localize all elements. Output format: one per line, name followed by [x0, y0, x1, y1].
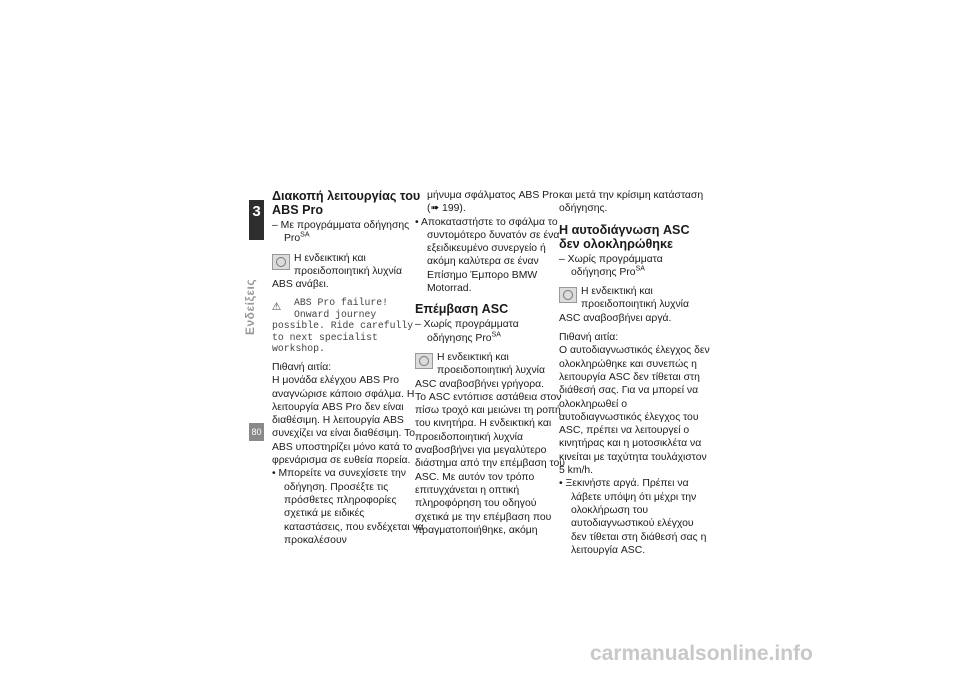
indicator-note	[415, 351, 567, 391]
indicator-text: Η ενδεικτική και προειδοποιητική λυχνία ABS ανάβει.	[272, 252, 402, 291]
column-2	[415, 189, 567, 537]
heading-abs-pro-failure: Διακοπή λειτουργίας του ABS Pro	[272, 189, 421, 217]
asc-warning-lamp-icon	[415, 353, 433, 369]
cause-text: Ο αυτοδιαγνωστικός έλεγχος δεν ολοκληρώθηκε και συνεπώς η λειτουργία ASC δεν τίθεται στη διάθεσή σας. Για να μπορεί να ολοκληρωθεί ο αυτοδιαγνωστικός έλεγχος του ASC, πρέπει να λειτουργεί ο κινητήρας και η μοτοσικλέτα να κινείται με ταχύτητα τουλάχιστον 5 km/h.	[559, 345, 710, 477]
asc-warning-lamp-icon	[559, 287, 577, 303]
continuation-text: μήνυμα σφάλματος ABS Pro (➠ 199).	[427, 190, 559, 215]
abs-warning-lamp-icon	[272, 254, 290, 270]
heading-asc-self-diagnosis: Η αυτοδιάγνωση ASC δεν ολοκληρώθηκε	[559, 222, 690, 251]
bullet-item: • Μπορείτε να συνεχίσετε την οδήγηση. Προσέξτε τις πρόσθετες πληροφορίες σχετικά με ειδικές καταστάσεις, που ενδέχεται να προκαλέσουν	[272, 468, 424, 546]
indicator-text: Η ενδεικτική και προειδοποιητική λυχνία ASC αναβοσβήνει αργά.	[559, 286, 689, 324]
indicator-text: Η ενδεικτική και προειδοποιητική λυχνία ASC αναβοσβήνει γρήγορα.	[415, 351, 545, 390]
continuation-text: και μετά την κρίσιμη κατάσταση οδήγησης.	[559, 190, 704, 215]
condition-line: – Χωρίς προγράμματα οδήγησης Pro$^{SA}$	[415, 319, 519, 344]
warning-triangle-icon: ⚠	[272, 298, 282, 316]
column-3	[559, 189, 711, 557]
page-number: 80	[249, 423, 264, 441]
condition-line: – Χωρίς προγράμματα οδήγησης Pro$^{SA}$	[559, 253, 663, 278]
display-message: ⚠ ABS Pro failure! Onward journey possible. Ride carefully to next specialist workshop.	[272, 297, 414, 355]
watermark: carmanualsonline.info	[590, 642, 813, 665]
chapter-label: Ενδείξεις	[243, 278, 257, 335]
chapter-number: 3	[252, 203, 261, 220]
cause-text: Η μονάδα ελέγχου ABS Pro αναγνώρισε κάποιο σφάλμα. Η λειτουργία ABS Pro δεν είναι διαθέσιμη. Η λειτουργία ABS συνεχίζει να είναι διαθέσιμη. Το ABS υποστηρίζει μόνο κατά το φρενάρισμα σε ευθεία πορεία.	[272, 375, 416, 467]
body-text: Το ASC εντόπισε αστάθεια στον πίσω τροχό και μειώνει τη ροπή του κινητήρα. Η ενδεικτική και προειδοποιητική λυχνία αναβοσβήνει για μεγαλύτερο διάστημα από την επέμβαση του ASC. Με αυτόν τον τρόπο επιτυγχάνεται η οπτική πληροφόρηση του οδηγού σχετικά με την επέμβαση που πραγματοποιήθηκε, ακόμη	[415, 391, 565, 536]
bullet-item: • Αποκαταστήστε το σφάλμα το συντομότερο δυνατόν σε ένα εξειδικευμένο συνεργείο ή ακόμη καλύτερα σε έναν Επίσημο Έμπορο BMW Motorrad.	[415, 216, 560, 295]
cause-label: Πιθανή αιτία:	[272, 361, 332, 373]
bullet-item: • Ξεκινήστε αργά. Πρέπει να λάβετε υπόψη ότι μέχρι την ολοκλήρωση του αυτοδιαγνωστικού ελέγχου δεν τίθεται στη διάθεσή σας η λειτουργία ASC.	[559, 478, 707, 556]
indicator-note	[272, 252, 424, 292]
heading-asc-intervention: Επέμβαση ASC	[415, 302, 509, 317]
cause-label: Πιθανή αιτία:	[559, 332, 619, 344]
condition-line: – Με προγράμματα οδήγησης Pro$^{SA}$	[272, 220, 410, 245]
indicator-note	[559, 285, 711, 325]
column-1	[272, 189, 424, 547]
